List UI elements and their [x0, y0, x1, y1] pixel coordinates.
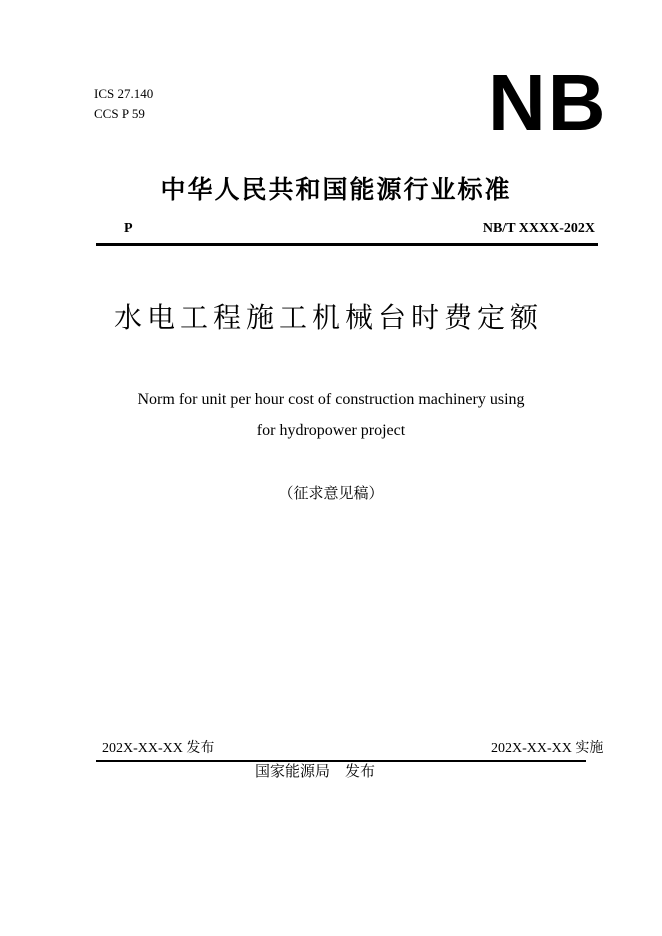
issuing-authority: 国家能源局 发布	[255, 762, 376, 780]
ics-ccs-codes	[94, 84, 153, 124]
document-title-cn: 水电工程施工机械台时费定额	[114, 301, 544, 334]
standard-number: NB/T XXXX-202X	[482, 221, 595, 236]
implement-date: 202X-XX-XX	[491, 741, 572, 756]
header-divider	[96, 243, 598, 246]
title-en-line-1: Norm for unit per hour cost of construction machinery using	[137, 391, 525, 408]
ccs-code: CCS P 59	[94, 106, 145, 121]
nb-logo: NB	[488, 58, 608, 147]
standard-category-title: 中华人民共和国能源行业标准	[160, 175, 512, 204]
publish-label: 发布	[186, 740, 215, 756]
publish-date-block	[102, 738, 214, 759]
ics-code: ICS 27.140	[94, 86, 154, 101]
publish-date: 202X-XX-XX	[102, 741, 183, 756]
draft-status: （征求意见稿）	[278, 484, 384, 502]
classification-code: P	[124, 221, 133, 236]
implement-date-block	[491, 738, 603, 759]
title-en-line-2: for hydropower project	[256, 422, 406, 439]
document-title-en	[96, 384, 566, 446]
implement-label: 实施	[575, 740, 604, 756]
